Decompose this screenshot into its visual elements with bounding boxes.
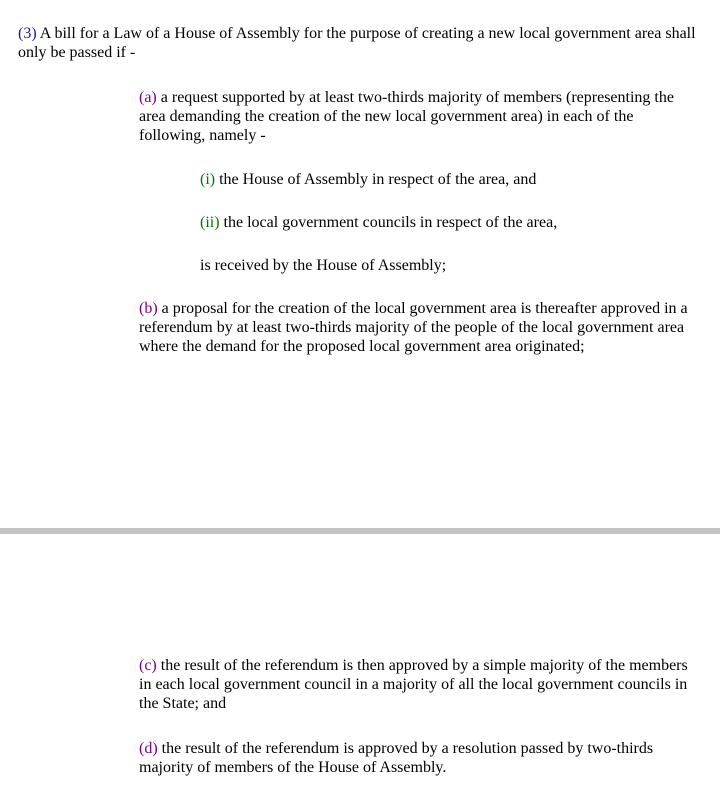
subparagraph-text: the House of Assembly in respect of the area, and (219, 171, 537, 188)
page-divider (0, 528, 720, 534)
paragraph-c (139, 656, 699, 713)
subparagraph-ii (200, 213, 700, 232)
paragraph-marker: (b) (139, 300, 158, 317)
received-line (200, 256, 700, 275)
paragraph-marker: (d) (139, 740, 158, 757)
subsection-3 (18, 24, 708, 62)
paragraph-b (139, 299, 699, 356)
subsection-text: A bill for a Law of a House of Assembly for the purpose of creating a new local government area shall only be passed if - (18, 25, 696, 61)
paragraph-d (139, 739, 699, 777)
paragraph-marker: (c) (139, 657, 157, 674)
paragraph-text: a request supported by at least two-thirds majority of members (representing the area demanding the creation of the new local government area) in each of the following, namely - (139, 89, 674, 144)
paragraph-text: the result of the referendum is approved by a resolution passed by two-thirds majority of members of the House of Assembly. (139, 740, 654, 776)
received-text: is received by the House of Assembly; (200, 257, 447, 274)
paragraph-marker: (a) (139, 89, 157, 106)
paragraph-a (139, 88, 699, 145)
paragraph-text: the result of the referendum is then approved by a simple majority of the members in each local government council in a majority of all the local government councils in the State; and (139, 657, 688, 712)
subsection-marker: (3) (18, 25, 37, 42)
subparagraph-marker: (i) (200, 171, 216, 188)
subparagraph-text: the local government councils in respect of the area, (223, 214, 558, 231)
subparagraph-i (200, 170, 700, 189)
subparagraph-marker: (ii) (200, 214, 220, 231)
paragraph-text: a proposal for the creation of the local government area is thereafter approved in a referendum by at least two-thirds majority of the people of the local government area where the demand for the proposed local government area originated; (139, 300, 688, 355)
